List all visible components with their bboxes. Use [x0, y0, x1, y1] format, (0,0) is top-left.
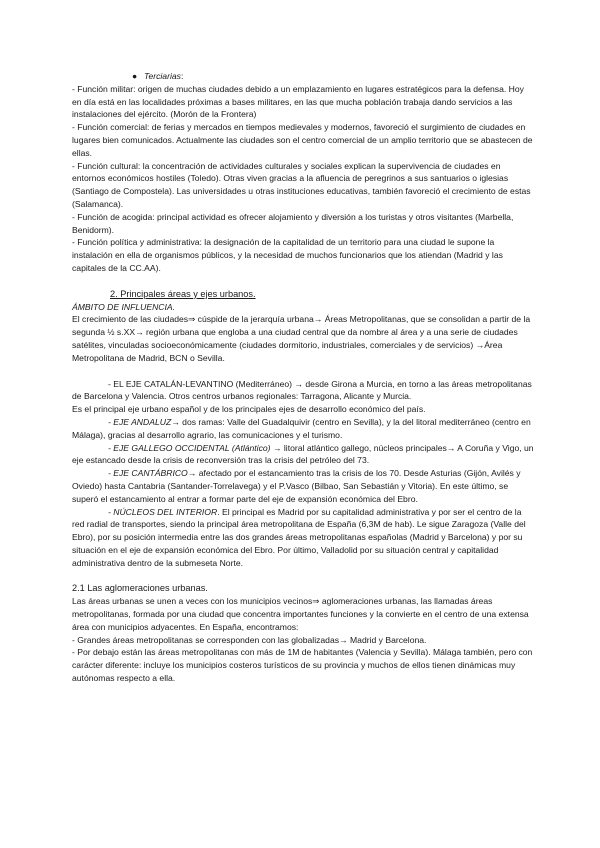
eje-name: - NÚCLEOS DEL INTERIOR [108, 506, 218, 517]
section-2-intro: El crecimiento de las ciudades⇒ cúspide de la jerarquía urbana→ Áreas Metropolitanas, que se consolidan a partir de la segunda ½ s.XX→ región urbana que engloba a una ciudad central que da nombre al área y a una serie de ciudades satélites, vinculadas socioeconómicamente (ciudades dormitorio, industriales, comerciales y de servicios) →Área Metropolitana de Madrid, BCN o Sevilla. [72, 314, 531, 363]
section-2-subtitle: ÁMBITO DE INFLUENCIA. [72, 301, 175, 312]
eje-name: - EJE ANDALUZ [108, 416, 172, 427]
bullet-suffix: : [180, 71, 184, 81]
section-2-1-paragraph: - Grandes áreas metropolitanas se corresponden con las globalizadas→ Madrid y Barcelona. [72, 634, 427, 645]
document-page [72, 70, 534, 685]
eje-text: → afectado por el estancamiento tras la crisis de los 70. Desde Asturias (Gijón, Avilés y Oviedo) hasta Cantabria (Santander-Torrelavega) y el P.Vasco (Bilbao, San Sebastián y Vitoria). En este último, se superó el estancamiento al entrar a formar parte del eje de expansión económica del Ebro. [72, 468, 521, 504]
bullet-label: Terciarias [144, 71, 181, 81]
eje-principal-note: Es el principal eje urbano español y de los principales ejes de desarrollo económico del país. [72, 404, 426, 415]
eje-text: (Mediterráneo) → desde Girona a Murcia, en torno a las áreas metropolitanas de Barcelona y Valencia. Otros centros urbanos regionales: Tarragona, Alicante y Murcia. [72, 378, 532, 402]
section-2-1-paragraph: Las áreas urbanas se unen a veces con los municipios vecinos⇒ aglomeraciones urbanas, las llamadas áreas metropolitanas, formada por una ciudad que concentra importantes funciones y la convierte en el centro de una extensa área con municipios adyacentes. En España, encontramos: [72, 596, 529, 632]
funcion-cultural: - Función cultural: la concentración de actividades culturales y sociales explican la supervivencia de ciudades en entornos económicos hostiles (Toledo). Otras viven gracias a la afluencia de peregrinos a sus santuarios o iglesias (Santiago de Compostela). Las universidades u otras instituciones educativas, también favoreció el crecimiento de estas (Salamanca). [72, 160, 531, 209]
section-2-title: 2. Principales áreas y ejes urbanos. [110, 288, 256, 299]
eje-text: . El principal es Madrid por su capitalidad administrativa y por ser el centro de la red radial de transportes, siendo la principal área metropolitana de España (6,3M de hab). Le sigue Zaragoza (Valle del Ebro), por su posición intermedia entre las dos grandes áreas metropolitanas españolas (Madrid y Barcelona) y por su situación en el eje de expansión económica del Ebro. Por último, Valladolid por su situación central y capitalidad administrativa dentro de la submeseta Norte. [72, 506, 526, 568]
eje-andaluz [72, 416, 534, 442]
section-2-1-title: 2.1 Las aglomeraciones urbanas. [72, 583, 208, 594]
eje-name: - EJE GALLEGO OCCIDENTAL (Atlántico) [108, 442, 271, 453]
section-2-1-paragraph: - Por debajo están las áreas metropolitanas con más de 1M de habitantes (Valencia y Sevilla). Málaga también, pero con carácter diferente: incluye los municipios costeros turísticos de su provincia y muchos de ellos tienen dinámicas muy autónomas respecto a ella. [72, 647, 533, 684]
eje-name: - EL EJE CATALÁN-LEVANTINO [108, 378, 234, 389]
bullet-terciarias [72, 70, 534, 83]
nucleos-interior [72, 506, 534, 570]
eje-name: - EJE CANTÁBRICO [108, 468, 188, 479]
funcion-comercial: - Función comercial: de ferias y mercados en tiempos medievales y modernos, favoreció el surgimiento de ciudades en lugares bien comunicados. Actualmente las ciudades son el centro comercial de un amplio territorio que se abastecen de ellas. [72, 122, 533, 158]
funcion-militar: - Función militar: origen de muchas ciudades debido a un emplazamiento en lugares estratégicos para la defensa. Hoy en día está en las localidades próximas a bases militares, en las que mucha población trabaja dando servicios a las instalaciones del ejército. (Morón de la Frontera) [72, 83, 524, 120]
eje-gallego [72, 442, 534, 468]
eje-cantabrico [72, 467, 534, 505]
eje-text: → litoral atlántico gallego, núcleos principales→ A Coruña y Vigo, un eje estancado desde la crisis de reconversión tras la crisis del petróleo del 73. [72, 442, 534, 466]
eje-catalan-levantino [72, 378, 534, 404]
bullet-dot-icon: ● [132, 71, 138, 81]
funcion-acogida: - Función de acogida: principal actividad es ofrecer alojamiento y diversión a los turistas y otros visitantes (Marbella, Benidorm). [72, 211, 514, 235]
funcion-politica: - Función política y administrativa: la designación de la capitalidad de un territorio para una ciudad le supone la instalación en ella de organismos públicos, y la necesidad de muchos funcionarios que los atiendan (Madrid y las capitales de la CC.AA). [72, 237, 503, 273]
eje-text: → dos ramas: Valle del Guadalquivir (centro en Sevilla), y la del litoral mediterráneo (centro en Málaga), gracias al desarrollo agrario, las comunicaciones y el turismo. [72, 416, 531, 440]
